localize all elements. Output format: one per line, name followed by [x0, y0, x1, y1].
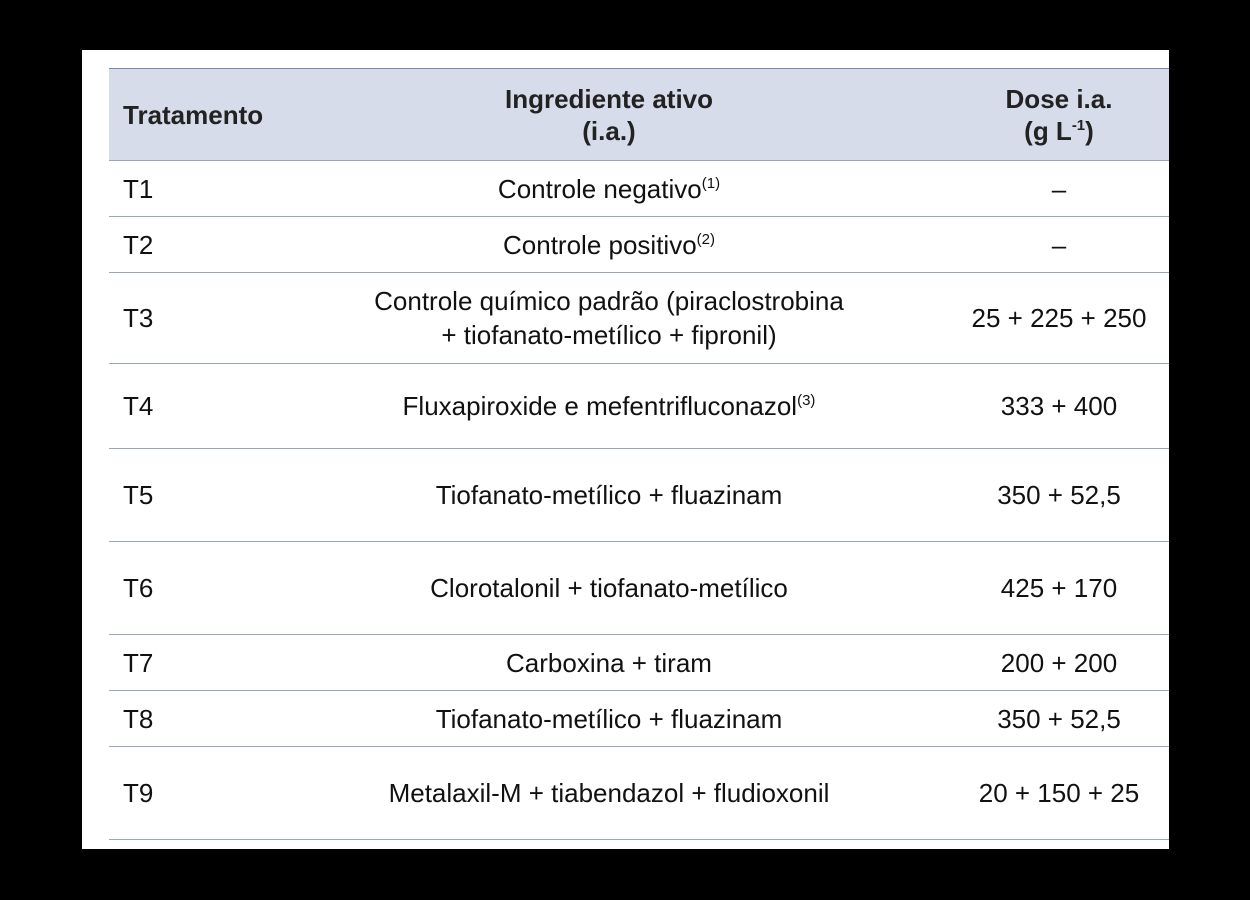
ingredient-text-line2: + tiofanato-metílico + fipronil)	[441, 320, 777, 350]
cell-dose: –	[1051, 173, 1067, 204]
cell-dose: 20 + 150 + 25	[978, 778, 1140, 808]
header-ingredient	[269, 69, 949, 161]
cell-ingredient	[269, 364, 949, 449]
cell-dose: 350 + 52,5	[997, 480, 1121, 510]
table-row	[109, 747, 1169, 840]
cell-dose: 425 + 170	[1000, 573, 1118, 603]
cell-dose: 25 + 225 + 250	[971, 303, 1147, 333]
cell-ingredient: Carboxina + tiram	[506, 647, 712, 678]
cell-ingredient	[269, 217, 949, 273]
table-header	[109, 69, 1169, 161]
header-ingredient-line1: Ingrediente ativo	[504, 83, 714, 114]
table-row	[109, 542, 1169, 635]
cell-treatment: T5	[123, 480, 154, 510]
table-row	[109, 364, 1169, 449]
header-dose	[949, 69, 1169, 161]
cell-ingredient	[269, 273, 949, 364]
footnote-marker: (1)	[701, 174, 721, 192]
table-row	[109, 161, 1169, 217]
cell-ingredient: Clorotalonil + tiofanato-metílico	[430, 573, 788, 603]
table-row	[109, 217, 1169, 273]
ingredient-text: Controle positivo	[503, 229, 697, 260]
footnote-marker: (2)	[696, 230, 715, 248]
header-dose-unit: (g L	[1024, 115, 1072, 146]
ingredient-text-line1: Controle químico padrão (piraclostrobina	[374, 286, 844, 316]
cell-treatment: T3	[123, 303, 154, 333]
table-row	[109, 635, 1169, 691]
header-ingredient-line2: (i.a.)	[582, 115, 636, 146]
ingredient-text: Fluxapiroxide e mefentrifluconazol	[402, 391, 798, 421]
header-dose-line1: Dose i.a.	[1005, 83, 1113, 114]
cell-treatment: T4	[123, 391, 154, 421]
table-row	[109, 449, 1169, 542]
header-dose-close: )	[1085, 115, 1094, 146]
cell-treatment: T8	[123, 703, 154, 734]
cell-ingredient: Metalaxil-M + tiabendazol + fludioxonil	[388, 778, 830, 808]
cell-ingredient: Tiofanato-metílico + fluazinam	[435, 480, 783, 510]
cell-treatment: T7	[123, 647, 154, 678]
cell-dose: –	[1051, 229, 1067, 260]
footnote-marker: (3)	[797, 392, 816, 409]
header-dose-exponent: -1	[1071, 116, 1086, 134]
table-row	[109, 273, 1169, 364]
cell-dose: 200 + 200	[1000, 647, 1118, 678]
cell-dose: 333 + 400	[1000, 391, 1118, 421]
document-page	[82, 50, 1169, 849]
ingredient-text: Controle negativo	[497, 173, 702, 204]
cell-treatment: T9	[123, 778, 154, 808]
table-row	[109, 691, 1169, 747]
header-dose-line2	[950, 115, 1168, 147]
cell-treatment: T6	[123, 573, 154, 603]
table-body	[109, 161, 1169, 840]
cell-treatment: T1	[123, 173, 154, 204]
treatments-table	[109, 68, 1169, 840]
cell-ingredient: Tiofanato-metílico + fluazinam	[435, 703, 783, 734]
cell-dose: 350 + 52,5	[997, 703, 1121, 734]
header-treatment: Tratamento	[123, 99, 264, 130]
cell-treatment: T2	[123, 229, 154, 260]
cell-ingredient	[269, 161, 949, 217]
header-row	[109, 69, 1169, 161]
